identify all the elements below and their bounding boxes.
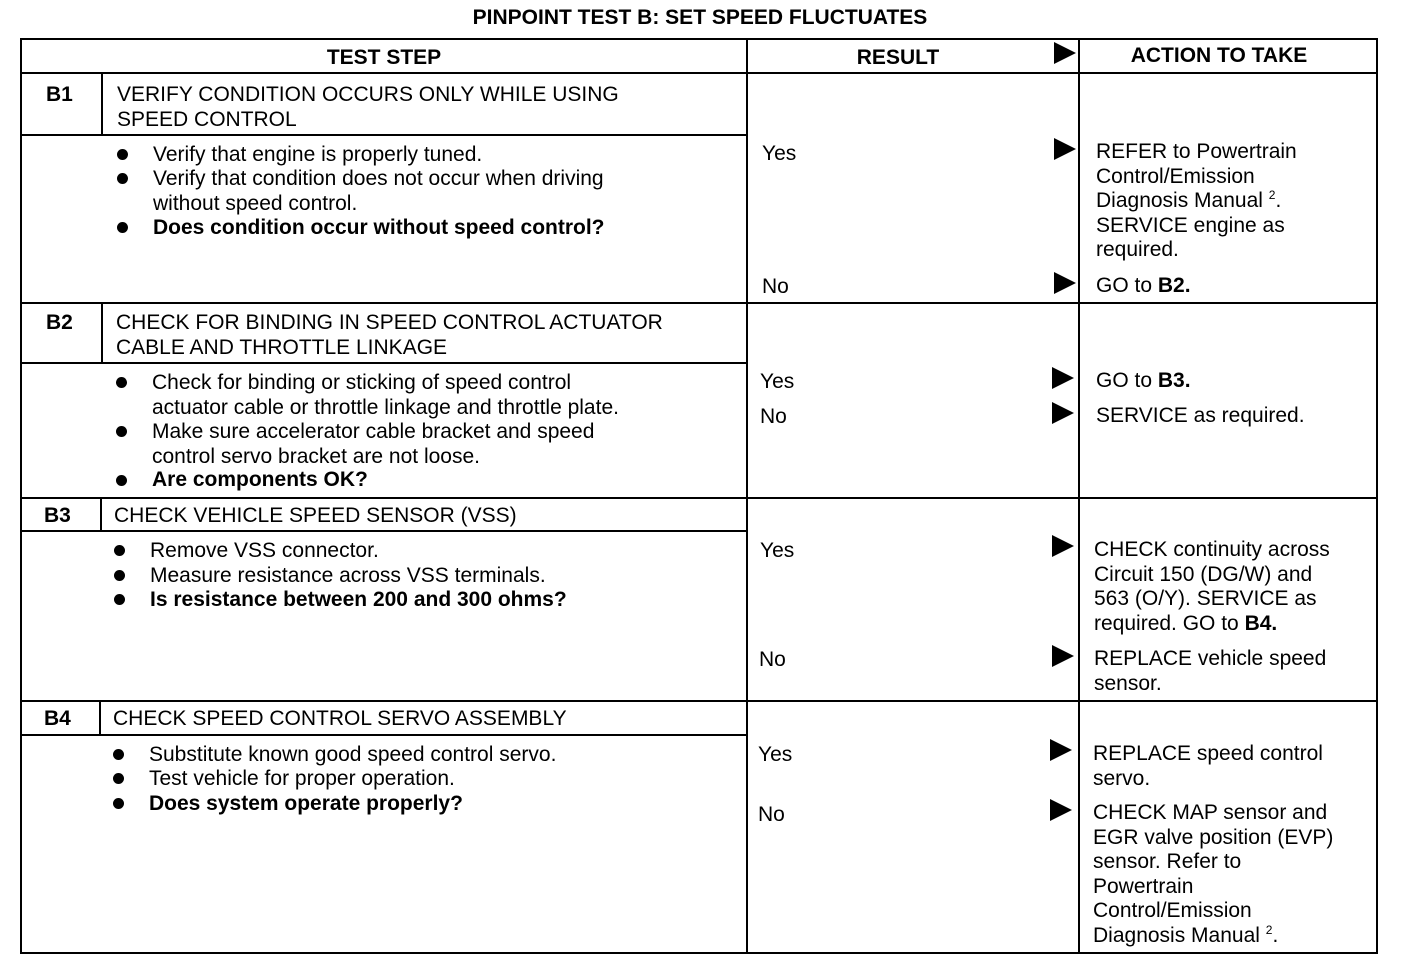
result-arrow-icon	[1052, 535, 1074, 557]
action-text: REFER to Powertrain Control/Emission Diagnosis Manual $^2$. SERVICE engine as required.	[1096, 140, 1297, 261]
step-question: Are components OK?	[152, 468, 368, 491]
result-no: No	[758, 803, 785, 826]
header-action: ACTION TO TAKE	[1130, 44, 1308, 67]
action-text: CHECK continuity across Circuit 150 (DG/W) and 563 (O/Y). SERVICE as required. GO to B4.	[1094, 538, 1330, 635]
step-title-b2: CHECK FOR BINDING IN SPEED CONTROL ACTUATOR CABLE AND THROTTLE LINKAGE	[116, 311, 663, 359]
step-title-divider	[22, 734, 748, 736]
bullet-icon	[113, 749, 124, 760]
step-id-divider	[101, 74, 103, 136]
action-text: REPLACE speed control servo.	[1093, 742, 1323, 790]
header-test-step: TEST STEP	[326, 46, 442, 69]
action-text: GO to B2.	[1096, 274, 1191, 297]
step-title-b3: CHECK VEHICLE SPEED SENSOR (VSS)	[114, 504, 517, 527]
bullet-icon	[116, 475, 127, 486]
result-no: No	[762, 275, 789, 298]
step-question: Does system operate properly?	[149, 792, 463, 815]
result-arrow-icon	[1054, 138, 1076, 160]
step-question: Does condition occur without speed control?	[153, 216, 605, 239]
step-id-b2: B2	[46, 311, 73, 334]
result-yes: Yes	[762, 142, 797, 165]
bullet-icon	[114, 570, 125, 581]
step-check-item: Remove VSS connector.	[150, 539, 379, 562]
action-text: GO to B3.	[1096, 369, 1191, 392]
step-id-divider	[101, 304, 103, 364]
result-no: No	[759, 648, 786, 671]
step-check-item: Test vehicle for proper operation.	[149, 767, 455, 790]
step-check-item: Verify that condition does not occur when driving without speed control.	[153, 167, 604, 215]
step-check-item: Verify that engine is properly tuned.	[153, 143, 483, 166]
action-text: SERVICE as required.	[1096, 404, 1305, 427]
step-id-b4: B4	[44, 707, 71, 730]
step-check-item: Make sure accelerator cable bracket and speed control servo bracket are not loose.	[152, 420, 595, 468]
bullet-icon	[113, 798, 124, 809]
step-id-b3: B3	[44, 504, 71, 527]
bullet-icon	[114, 594, 125, 605]
result-no: No	[760, 405, 787, 428]
header-divider	[20, 72, 1378, 74]
bullet-icon	[117, 173, 128, 184]
bullet-icon	[117, 149, 128, 160]
divider-step-result	[746, 38, 748, 954]
result-yes: Yes	[760, 539, 795, 562]
action-text: CHECK MAP sensor and EGR valve position (EVP) sensor. Refer to Powertrain Control/Emission Diagnosis Manual $^2$.	[1093, 801, 1334, 947]
action-text: REPLACE vehicle speed sensor.	[1094, 647, 1327, 695]
step-id-divider	[99, 702, 101, 736]
bullet-icon	[117, 222, 128, 233]
result-arrow-icon	[1052, 645, 1074, 667]
bullet-icon	[113, 773, 124, 784]
step-title-b4: CHECK SPEED CONTROL SERVO ASSEMBLY	[113, 707, 567, 730]
result-arrow-icon	[1050, 799, 1072, 821]
step-divider	[20, 700, 1378, 702]
step-title-divider	[22, 134, 748, 136]
step-question: Is resistance between 200 and 300 ohms?	[150, 588, 567, 611]
step-id-b1: B1	[46, 83, 73, 106]
result-arrow-icon	[1052, 367, 1074, 389]
step-title-b1: VERIFY CONDITION OCCURS ONLY WHILE USING SPEED CONTROL	[117, 83, 619, 131]
step-id-divider	[100, 499, 102, 532]
header-result: RESULT	[856, 46, 940, 69]
result-arrow-icon	[1052, 402, 1074, 424]
bullet-icon	[116, 377, 127, 388]
result-arrow-icon	[1050, 739, 1072, 761]
step-title-divider	[22, 530, 748, 532]
bullet-icon	[116, 426, 127, 437]
result-yes: Yes	[760, 370, 795, 393]
step-check-item: Check for binding or sticking of speed control actuator cable or throttle linkage and throttle plate.	[152, 371, 619, 419]
result-arrow-icon	[1054, 272, 1076, 294]
step-check-item: Measure resistance across VSS terminals.	[150, 564, 546, 587]
step-divider	[20, 302, 1378, 304]
step-title-divider	[22, 362, 748, 364]
step-divider	[20, 497, 1378, 499]
page-title: PINPOINT TEST B: SET SPEED FLUCTUATES	[472, 6, 928, 29]
bullet-icon	[114, 545, 125, 556]
result-yes: Yes	[758, 743, 793, 766]
divider-result-action	[1078, 38, 1080, 954]
step-check-item: Substitute known good speed control servo.	[149, 743, 557, 766]
header-arrow-icon	[1054, 42, 1076, 64]
